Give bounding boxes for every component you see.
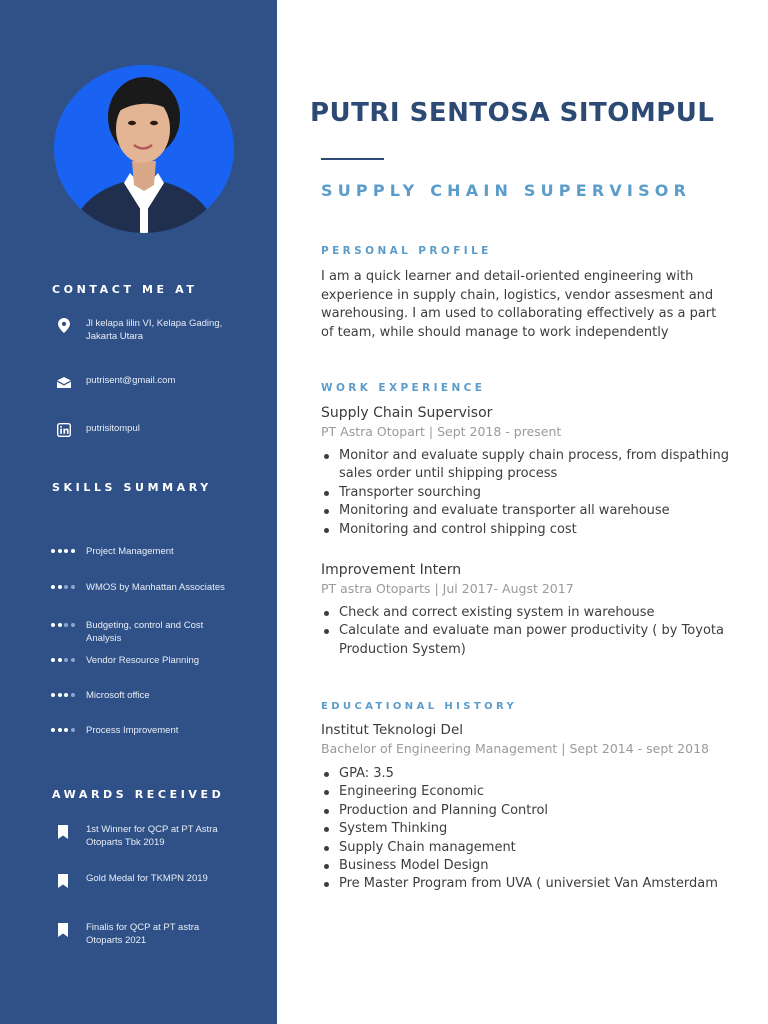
job-entry (321, 561, 731, 659)
bookmark-icon (58, 823, 70, 844)
skill-item (51, 545, 236, 558)
address-text: Jl kelapa lilin VI, Kelapa Gading, Jakarta Utara (86, 318, 223, 342)
skill-dot-filled (51, 728, 55, 732)
skill-dot-empty (64, 623, 68, 627)
skill-level-dots (51, 545, 86, 553)
skill-level-dots (51, 581, 86, 589)
skill-level-dots (51, 619, 86, 627)
skill-dot-empty (71, 658, 75, 662)
skill-dot-filled (58, 693, 62, 697)
email-text[interactable]: putrisent@gmail.com (86, 375, 176, 386)
skill-dot-empty (71, 623, 75, 627)
skill-dot-filled (64, 693, 68, 697)
name-divider (321, 158, 384, 160)
contact-linkedin[interactable] (56, 422, 226, 438)
job-org: PT astra Otoparts | Jul 2017- Augst 2017 (321, 581, 574, 596)
contact-address (56, 317, 226, 343)
list-item: System Thinking (321, 820, 731, 838)
award-label: Finalis for QCP at PT astra Otoparts 2021 (86, 922, 200, 946)
skill-label: Project Management (86, 546, 174, 557)
skill-item (51, 581, 236, 594)
skill-dot-filled (71, 549, 75, 553)
skill-dot-filled (51, 658, 55, 662)
skill-dot-filled (58, 623, 62, 627)
list-item: Production and Planning Control (321, 802, 731, 820)
award-item (58, 823, 226, 849)
skill-dot-empty (64, 585, 68, 589)
skill-dot-filled (51, 585, 55, 589)
skill-level-dots (51, 654, 86, 662)
skill-dot-filled (58, 549, 62, 553)
skill-label: Microsoft office (86, 690, 150, 701)
skill-level-dots (51, 689, 86, 697)
list-item: Monitoring and evaluate transporter all warehouse (321, 502, 731, 520)
location-pin-icon (56, 317, 72, 333)
list-item: Check and correct existing system in warehouse (321, 604, 731, 622)
bookmark-icon (58, 872, 70, 893)
linkedin-icon (56, 422, 72, 438)
skill-dot-empty (64, 658, 68, 662)
profile-text: I am a quick learner and detail-oriented engineering with experience in supply chain, logistics, vendor assesment and warehousing. I am used to collaborating effectively as a part of team, while should manage to work independently (321, 269, 717, 341)
school-name: Institut Teknologi Del (321, 722, 464, 738)
skill-label: WMOS by Manhattan Associates (86, 582, 225, 593)
skill-dot-filled (51, 693, 55, 697)
job-title: SUPPLY CHAIN SUPERVISOR (321, 181, 692, 200)
linkedin-text[interactable]: putrisitompul (86, 423, 140, 434)
skill-label: Process Improvement (86, 725, 179, 736)
skill-dot-filled (58, 585, 62, 589)
skill-item (51, 619, 236, 645)
job-bullets (321, 447, 731, 539)
education-bullets (321, 765, 731, 894)
list-item: Engineering Economic (321, 783, 731, 801)
contact-email[interactable] (56, 374, 226, 390)
bookmark-icon (58, 921, 70, 942)
experience-heading: WORK EXPERIENCE (321, 382, 486, 394)
list-item: Calculate and evaluate man power productivity ( by Toyota Production System) (321, 622, 731, 659)
list-item: Transporter sourching (321, 484, 731, 502)
skill-dot-empty (71, 585, 75, 589)
skill-dot-empty (71, 693, 75, 697)
job-bullets (321, 604, 731, 659)
skill-dot-filled (58, 728, 62, 732)
skill-label: Vendor Resource Planning (86, 655, 200, 666)
sidebar (0, 0, 277, 1024)
skill-dot-filled (64, 728, 68, 732)
awards-heading: AWARDS RECEIVED (52, 788, 225, 801)
award-label: Gold Medal for TKMPN 2019 (86, 873, 208, 884)
list-item: Monitor and evaluate supply chain process, from dispathing sales order until shipping process (321, 447, 731, 484)
award-item (58, 921, 226, 947)
profile-photo (54, 65, 234, 233)
skill-level-dots (51, 724, 86, 732)
list-item: Supply Chain management (321, 839, 731, 857)
person-name: PUTRI SENTOSA SITOMPUL (310, 98, 715, 128)
job-org: PT Astra Otopart | Sept 2018 - present (321, 424, 562, 439)
degree-text: Bachelor of Engineering Management | Sept 2014 - sept 2018 (321, 741, 709, 756)
list-item: Monitoring and control shipping cost (321, 521, 731, 539)
job-role: Supply Chain Supervisor (321, 405, 493, 421)
skill-dot-filled (64, 549, 68, 553)
skill-dot-filled (58, 658, 62, 662)
award-label: 1st Winner for QCP at PT Astra Otoparts Tbk 2019 (86, 824, 218, 848)
envelope-icon (56, 374, 72, 390)
list-item: GPA: 3.5 (321, 765, 731, 783)
contact-heading: CONTACT ME AT (52, 283, 198, 296)
skill-dot-empty (71, 728, 75, 732)
skill-dot-filled (51, 623, 55, 627)
skill-item (51, 724, 236, 737)
skill-item (51, 654, 236, 667)
education-heading: EDUCATIONAL HISTORY (321, 701, 518, 712)
list-item: Business Model Design (321, 857, 731, 875)
skill-label: Budgeting, control and Cost Analysis (86, 620, 204, 644)
award-item (58, 872, 226, 893)
job-entry (321, 404, 731, 539)
list-item: Pre Master Program from UVA ( universiet Van Amsterdam (321, 875, 731, 893)
education-entry (321, 721, 731, 894)
skills-heading: SKILLS SUMMARY (52, 481, 212, 494)
profile-photo-graphic (54, 65, 234, 233)
profile-heading: PERSONAL PROFILE (321, 245, 492, 257)
job-role: Improvement Intern (321, 562, 462, 578)
skill-dot-filled (51, 549, 55, 553)
skill-item (51, 689, 236, 702)
